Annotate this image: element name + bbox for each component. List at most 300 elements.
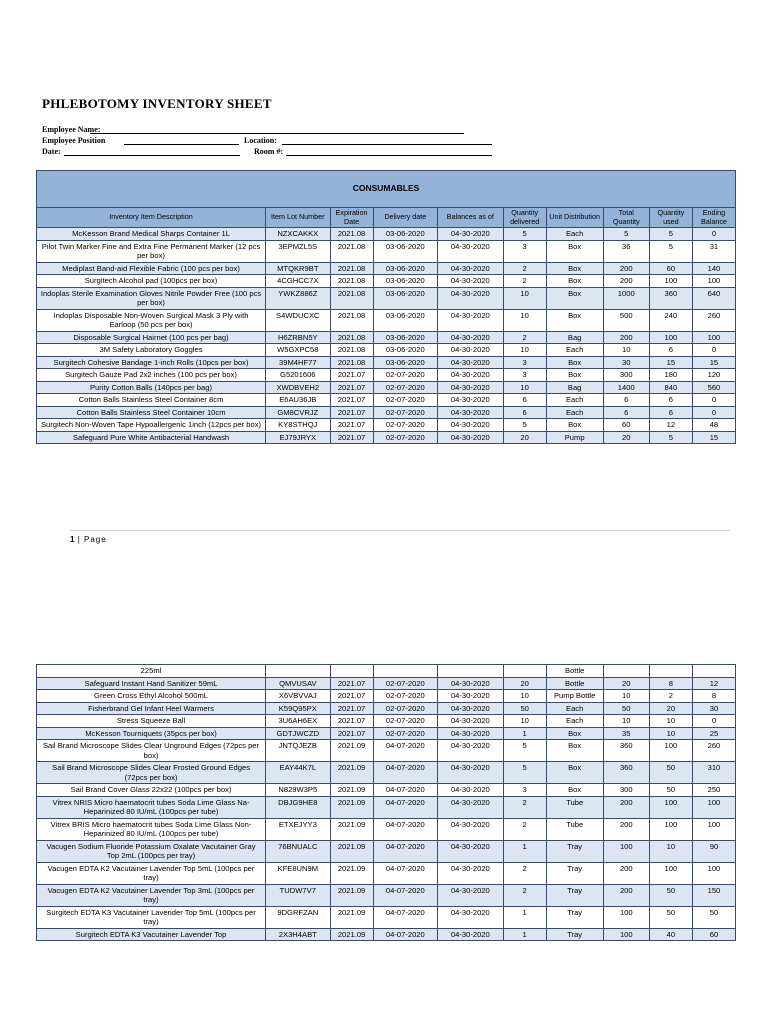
table-cell: 5 (649, 240, 692, 262)
table-cell: 02-07-2020 (373, 406, 438, 419)
table-cell: Pump Bottle (546, 690, 603, 703)
table-cell: YWKZ886Z (266, 287, 331, 309)
table-row (37, 784, 736, 797)
item-description-cell: Vitrex NRIS Micro haematocrit tubes Soda Lime Glass Na-Heparinized 80 IU/mL (100pcs per tube) (37, 796, 266, 818)
table-cell: JNTQJEZB (266, 740, 331, 762)
table-cell: 10 (649, 727, 692, 740)
table-cell: X6VBVVAJ (266, 690, 331, 703)
table-cell: Bottle (546, 677, 603, 690)
table-cell: 2021.08 (330, 228, 373, 241)
table-cell: 04-07-2020 (373, 740, 438, 762)
table-cell: Box (546, 727, 603, 740)
table-cell: Box (546, 356, 603, 369)
table-cell: 04-30-2020 (438, 431, 504, 444)
table-cell: 2 (649, 690, 692, 703)
table-cell: 02-07-2020 (373, 690, 438, 703)
table-cell: 04-07-2020 (373, 862, 438, 884)
item-description-cell: Surgitech Non-Woven Tape Hypoallergenic 1inch (12pcs per box) (37, 419, 266, 432)
table-cell: 2021.07 (330, 727, 373, 740)
table-cell: 03-06-2020 (373, 262, 438, 275)
table-cell: 04-30-2020 (438, 884, 504, 906)
item-description-cell: Indoplas Disposable Non-Woven Surgical Mask 3 Ply with Earloop (50 pcs per box) (37, 309, 266, 331)
table-cell: 2021.09 (330, 762, 373, 784)
table-cell: 30 (692, 702, 735, 715)
table-cell: Each (546, 406, 603, 419)
table-cell: 10 (503, 690, 546, 703)
table-cell: 2 (503, 818, 546, 840)
item-description-cell: Surgitech Alcohol pad (100pcs per box) (37, 275, 266, 288)
table-cell: Each (546, 702, 603, 715)
table-cell: 100 (649, 796, 692, 818)
table-cell: 2 (503, 884, 546, 906)
table-cell: 76BNUALC (266, 840, 331, 862)
table-cell: 04-30-2020 (438, 762, 504, 784)
table-cell: 20 (649, 702, 692, 715)
column-header: Delivery date (373, 208, 438, 228)
item-description-cell: Vacugen Sodium Fluoride Potassium Oxalate Vacutainer Gray Top 2mL (100pcs per tray) (37, 840, 266, 862)
table-cell: 04-30-2020 (438, 740, 504, 762)
item-description-cell: McKesson Brand Medical Sharps Container 1L (37, 228, 266, 241)
table-cell: 40 (649, 928, 692, 941)
table-row (37, 818, 736, 840)
table-cell: 20 (503, 431, 546, 444)
table-cell: Box (546, 275, 603, 288)
table-cell: 04-30-2020 (438, 275, 504, 288)
table-cell (438, 665, 504, 678)
table-cell: 10 (603, 690, 649, 703)
table-cell: GM8CVRJZ (266, 406, 331, 419)
table-row (37, 275, 736, 288)
table-cell: 20 (603, 677, 649, 690)
table-row (37, 240, 736, 262)
inventory-table-page-1 (36, 170, 736, 444)
table-cell: 100 (649, 275, 692, 288)
table-row (37, 344, 736, 357)
table-cell: 100 (692, 331, 735, 344)
table-cell: 04-30-2020 (438, 906, 504, 928)
column-header: Quantity delivered (503, 208, 546, 228)
item-description-cell: Safeguard Instant Hand Sanitizer 59mL (37, 677, 266, 690)
table-cell: 04-30-2020 (438, 356, 504, 369)
table-cell: 15 (692, 356, 735, 369)
table-row (37, 690, 736, 703)
table-cell: 2021.09 (330, 796, 373, 818)
table-cell: 04-30-2020 (438, 818, 504, 840)
table-cell: Tube (546, 796, 603, 818)
table-cell: 2021.07 (330, 677, 373, 690)
table-cell: 35 (603, 727, 649, 740)
table-cell: MTQKR9BT (266, 262, 331, 275)
page-number: 1 (70, 535, 75, 544)
column-header: Quantity used (649, 208, 692, 228)
table-cell: 1000 (603, 287, 649, 309)
employee-name-line[interactable] (90, 133, 464, 134)
table-row (37, 287, 736, 309)
table-cell: 300 (603, 369, 649, 382)
table-cell: 2021.08 (330, 309, 373, 331)
table-cell: 04-07-2020 (373, 840, 438, 862)
table-cell: 04-30-2020 (438, 784, 504, 797)
table-cell: 1 (503, 727, 546, 740)
table-cell: 560 (692, 381, 735, 394)
table-cell: 04-30-2020 (438, 727, 504, 740)
table-cell: 10 (503, 381, 546, 394)
table-cell (266, 665, 331, 678)
table-cell: 04-07-2020 (373, 928, 438, 941)
table-cell: 02-07-2020 (373, 369, 438, 382)
table-cell: 60 (649, 262, 692, 275)
table-cell: Tray (546, 928, 603, 941)
table-cell: 03-06-2020 (373, 287, 438, 309)
table-cell: 3 (503, 240, 546, 262)
item-description-cell: Disposable Surgical Hairnet (100 pcs per bag) (37, 331, 266, 344)
item-description-cell: Fisherbrand Gel Infant Heel Warmers (37, 702, 266, 715)
table-cell: 2021.07 (330, 394, 373, 407)
table-cell: DBJG9HE8 (266, 796, 331, 818)
table-cell: 15 (692, 431, 735, 444)
table-cell: 200 (603, 796, 649, 818)
table-cell: 02-07-2020 (373, 715, 438, 728)
table-cell: 5 (503, 762, 546, 784)
table-cell: 10 (503, 287, 546, 309)
table-cell: XWDBVEH2 (266, 381, 331, 394)
employee-name-label: Employee Name: (42, 125, 101, 134)
table-cell: 100 (649, 740, 692, 762)
table-row (37, 228, 736, 241)
table-row (37, 840, 736, 862)
table-cell: NZXCAKKX (266, 228, 331, 241)
table-row (37, 419, 736, 432)
table-cell: 04-30-2020 (438, 309, 504, 331)
table-cell: 03-06-2020 (373, 240, 438, 262)
table-cell: Tube (546, 818, 603, 840)
table-cell: KFE8UN9M (266, 862, 331, 884)
table-cell: 04-07-2020 (373, 796, 438, 818)
table-cell: 640 (692, 287, 735, 309)
table-row (37, 796, 736, 818)
table-cell: 02-07-2020 (373, 702, 438, 715)
table-cell: 04-30-2020 (438, 344, 504, 357)
table-row (37, 381, 736, 394)
table-cell: 50 (503, 702, 546, 715)
room-line[interactable] (286, 155, 492, 156)
table-cell: 140 (692, 262, 735, 275)
table-cell: 5 (503, 419, 546, 432)
table-cell: 260 (692, 740, 735, 762)
table-cell: 2 (503, 862, 546, 884)
table-cell: 6 (649, 394, 692, 407)
page-footer (70, 535, 107, 544)
page-title: PHLEBOTOMY INVENTORY SHEET (42, 96, 272, 111)
table-cell: 2X3H4ABT (266, 928, 331, 941)
table-cell: 100 (692, 862, 735, 884)
table-cell: 36 (603, 240, 649, 262)
location-label: Location: (244, 136, 277, 145)
location-line[interactable] (282, 144, 492, 145)
table-cell: K59Q95PX (266, 702, 331, 715)
table-cell: EAY44K7L (266, 762, 331, 784)
table-cell: 39M4HF77 (266, 356, 331, 369)
table-cell: 04-30-2020 (438, 715, 504, 728)
table-cell: Box (546, 419, 603, 432)
table-cell: Box (546, 762, 603, 784)
table-cell: 02-07-2020 (373, 419, 438, 432)
table-cell: 04-30-2020 (438, 331, 504, 344)
table-cell: 6 (649, 344, 692, 357)
item-description-cell: Surgitech EDTA K3 Vacutainer Lavender Top 5mL (100pcs per tray) (37, 906, 266, 928)
table-cell: 6 (649, 406, 692, 419)
table-cell: 0 (692, 344, 735, 357)
table-cell: 100 (692, 275, 735, 288)
page-label: | Page (77, 535, 107, 544)
table-cell: 200 (603, 275, 649, 288)
table-cell: 2021.08 (330, 275, 373, 288)
table-cell: 2021.07 (330, 690, 373, 703)
table-cell: 100 (692, 796, 735, 818)
table-cell: 10 (603, 715, 649, 728)
table-cell: Tray (546, 884, 603, 906)
table-cell: 360 (603, 740, 649, 762)
table-cell: Box (546, 262, 603, 275)
table-cell: 15 (649, 356, 692, 369)
item-description-cell: Pilot Twin Marker Fine and Extra Fine Permanent Marker (12 pcs per box) (37, 240, 266, 262)
table-cell: 5 (503, 228, 546, 241)
table-cell: 10 (503, 309, 546, 331)
table-cell: 4CGHCC7X (266, 275, 331, 288)
table-cell: 3EPMZL5S (266, 240, 331, 262)
table-cell: 03-06-2020 (373, 275, 438, 288)
table-cell: 60 (692, 928, 735, 941)
table-cell: 2 (503, 275, 546, 288)
table-cell: 2021.09 (330, 784, 373, 797)
item-description-cell: Vitrex BRIS Micro haematocrit tubes Soda Lime Glass Non-Heparinized 80 IU/mL (100pcs per tube) (37, 818, 266, 840)
table-cell: 2021.09 (330, 884, 373, 906)
item-description-cell: Green Cross Ethyl Alcohol 500mL (37, 690, 266, 703)
table-cell: 04-07-2020 (373, 784, 438, 797)
item-description-cell: Purity Cotton Balls (140pcs per bag) (37, 381, 266, 394)
table-cell: Box (546, 309, 603, 331)
inventory-table-page-2 (36, 664, 736, 941)
table-cell: 200 (603, 262, 649, 275)
table-cell: 03-06-2020 (373, 309, 438, 331)
column-header: Balances as of (438, 208, 504, 228)
table-cell: 1 (503, 928, 546, 941)
item-description-cell: Surgitech Cohesive Bandage 1-inch Rolls (10pcs per box) (37, 356, 266, 369)
date-label: Date: (42, 147, 61, 156)
table-cell: 2021.07 (330, 369, 373, 382)
table-cell: 04-07-2020 (373, 884, 438, 906)
table-cell: 02-07-2020 (373, 381, 438, 394)
table-cell: 04-30-2020 (438, 862, 504, 884)
table-cell: 100 (603, 840, 649, 862)
table-cell: 04-30-2020 (438, 228, 504, 241)
table-row (37, 394, 736, 407)
table-cell: 2021.07 (330, 702, 373, 715)
table-cell (503, 665, 546, 678)
table-cell: 25 (692, 727, 735, 740)
table-cell: 0 (692, 228, 735, 241)
table-cell: 04-30-2020 (438, 240, 504, 262)
table-cell: 20 (603, 431, 649, 444)
table-cell (692, 665, 735, 678)
table-cell: 3 (503, 784, 546, 797)
table-cell: Bottle (546, 665, 603, 678)
table-cell: Box (546, 740, 603, 762)
table-cell: 2021.09 (330, 840, 373, 862)
table-cell: 2021.08 (330, 344, 373, 357)
item-description-cell: Sail Brand Microscope Slides Clear Unground Edges (72pcs per box) (37, 740, 266, 762)
table-cell: KY8STHQJ (266, 419, 331, 432)
table-cell: 1 (503, 840, 546, 862)
table-row (37, 431, 736, 444)
table-cell: EJ79JRYX (266, 431, 331, 444)
table-row (37, 884, 736, 906)
column-header: Inventory Item Description (37, 208, 266, 228)
section-title: CONSUMABLES (37, 171, 736, 208)
table-cell: 100 (603, 928, 649, 941)
table-cell: 03-06-2020 (373, 356, 438, 369)
table-cell: 5 (649, 228, 692, 241)
table-cell: Pump (546, 431, 603, 444)
table-row (37, 715, 736, 728)
item-description-cell: McKesson Tourniquets (35pcs per box) (37, 727, 266, 740)
table-cell: 10 (649, 715, 692, 728)
item-description-cell: 225ml (37, 665, 266, 678)
table-cell: 10 (503, 715, 546, 728)
table-cell: S4WDUCXC (266, 309, 331, 331)
table-cell: 30 (603, 356, 649, 369)
column-header: Ending Balance (692, 208, 735, 228)
table-cell: 2021.08 (330, 262, 373, 275)
table-cell: 3 (503, 369, 546, 382)
table-cell: 6 (503, 406, 546, 419)
item-description-cell: Vacugen EDTA K2 Vacutainer Lavender Top 5mL (100pcs per tray) (37, 862, 266, 884)
item-description-cell: Surgitech EDTA K3 Vacutainer Lavender Top (37, 928, 266, 941)
table-cell: 02-07-2020 (373, 431, 438, 444)
table-cell: Tray (546, 862, 603, 884)
table-cell: 2021.08 (330, 331, 373, 344)
table-cell: 8 (649, 677, 692, 690)
table-row (37, 309, 736, 331)
table-cell: Each (546, 344, 603, 357)
table-cell: 1400 (603, 381, 649, 394)
table-cell: ETXEJYY3 (266, 818, 331, 840)
table-cell: 04-30-2020 (438, 394, 504, 407)
table-cell: 5 (503, 740, 546, 762)
table-cell: 360 (603, 762, 649, 784)
column-header: Expiration Date (330, 208, 373, 228)
table-cell: 04-30-2020 (438, 369, 504, 382)
table-cell: 50 (649, 784, 692, 797)
table-cell: Box (546, 240, 603, 262)
table-cell: 04-30-2020 (438, 677, 504, 690)
column-header: Item Lot Number (266, 208, 331, 228)
table-cell: Box (546, 784, 603, 797)
item-description-cell: Mediplast Band-aid Flexible Fabric (100 pcs per box) (37, 262, 266, 275)
table-cell: 50 (649, 884, 692, 906)
table-cell: 2021.07 (330, 381, 373, 394)
table-cell: 2021.07 (330, 431, 373, 444)
employee-position-label: Employee Position (42, 136, 106, 145)
table-row (37, 862, 736, 884)
table-cell: 2021.09 (330, 906, 373, 928)
table-cell: Box (546, 369, 603, 382)
item-description-cell: Sail Brand Cover Glass 22x22 (100pcs per box) (37, 784, 266, 797)
table-cell: 260 (692, 309, 735, 331)
table-cell: 04-30-2020 (438, 796, 504, 818)
table-cell: 20 (503, 677, 546, 690)
table-cell: Each (546, 715, 603, 728)
table-cell: 180 (649, 369, 692, 382)
table-cell: 2021.09 (330, 862, 373, 884)
employee-position-line[interactable] (124, 144, 239, 145)
table-cell: 04-30-2020 (438, 690, 504, 703)
table-cell: 90 (692, 840, 735, 862)
table-cell: GDTJWCZD (266, 727, 331, 740)
table-cell: 8 (692, 690, 735, 703)
table-cell: 9DGRFZAN (266, 906, 331, 928)
table-cell: 6 (603, 394, 649, 407)
table-cell: 1 (503, 906, 546, 928)
table-cell: 500 (603, 309, 649, 331)
table-row (37, 762, 736, 784)
table-cell: Each (546, 394, 603, 407)
table-cell (649, 665, 692, 678)
table-cell: Bag (546, 381, 603, 394)
table-cell: 100 (692, 818, 735, 840)
table-cell: TUDW7V7 (266, 884, 331, 906)
table-cell: 02-07-2020 (373, 727, 438, 740)
table-cell: 3U6AH6EX (266, 715, 331, 728)
table-cell: 2021.09 (330, 740, 373, 762)
table-cell: 48 (692, 419, 735, 432)
table-row (37, 262, 736, 275)
table-cell: 200 (603, 884, 649, 906)
table-row (37, 406, 736, 419)
table-cell: 2021.07 (330, 715, 373, 728)
table-cell: W5GXPC58 (266, 344, 331, 357)
table-cell: 120 (692, 369, 735, 382)
table-cell (330, 665, 373, 678)
table-cell: 6 (603, 406, 649, 419)
column-header: Total Quantity (603, 208, 649, 228)
table-cell: 04-30-2020 (438, 381, 504, 394)
table-row (37, 727, 736, 740)
item-description-cell: Cotton Balls Stainless Steel Container 8cm (37, 394, 266, 407)
table-cell: 240 (649, 309, 692, 331)
table-cell: 12 (692, 677, 735, 690)
table-cell: 200 (603, 331, 649, 344)
table-cell: 12 (649, 419, 692, 432)
item-description-cell: Vacugen EDTA K2 Vacutainer Lavender Top 3mL (100pcs per tray) (37, 884, 266, 906)
table-cell: QMVUSAV (266, 677, 331, 690)
date-line[interactable] (64, 155, 240, 156)
column-header: Unit Distribution (546, 208, 603, 228)
table-cell: 5 (603, 228, 649, 241)
table-header-row (37, 208, 736, 228)
table-cell: 2 (503, 331, 546, 344)
table-cell: 50 (603, 702, 649, 715)
table-row (37, 740, 736, 762)
table-cell: 02-07-2020 (373, 394, 438, 407)
table-cell: Each (546, 228, 603, 241)
table-cell: Bag (546, 331, 603, 344)
table-cell: 310 (692, 762, 735, 784)
table-cell: 03-06-2020 (373, 331, 438, 344)
table-row (37, 928, 736, 941)
table-cell: 04-30-2020 (438, 406, 504, 419)
table-cell: 10 (649, 840, 692, 862)
